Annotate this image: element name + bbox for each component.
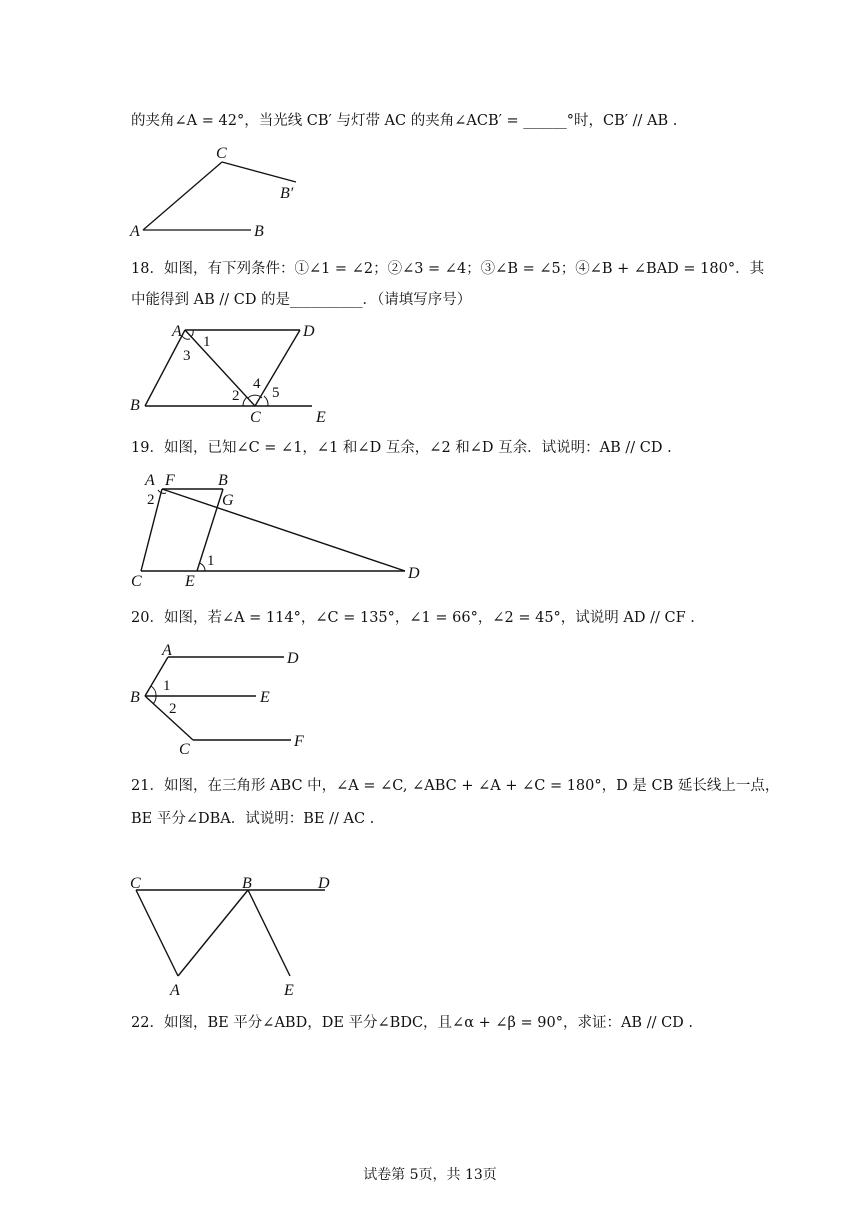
label-C: C <box>130 875 141 892</box>
label-1: 1 <box>207 553 215 569</box>
label-2: 2 <box>169 701 177 717</box>
label-B: B <box>130 397 140 414</box>
label-C: C <box>216 145 227 162</box>
label-D: D <box>408 565 420 582</box>
label-A: A <box>172 323 182 340</box>
label-2: 2 <box>147 492 155 508</box>
label-A: A <box>130 223 140 240</box>
label-E: E <box>284 982 294 999</box>
label-C: C <box>179 741 190 758</box>
label-G: G <box>222 492 234 509</box>
page-footer: 试卷第 5页，共 13页 <box>363 1167 497 1183</box>
label-E: E <box>185 573 195 590</box>
q18-text-line2: 中能得到 AB // CD 的是__________．（请填写序号） <box>131 292 472 308</box>
q19-text: 19．如图，已知∠C = ∠1，∠1 和∠D 互余，∠2 和∠D 互余．试说明：AB // CD . <box>131 440 672 456</box>
q22-text: 22．如图，BE 平分∠ABD，DE 平分∠BDC，且∠α + ∠β = 90°，求证：AB // CD . <box>131 1015 694 1031</box>
label-C: C <box>250 409 261 426</box>
q20-text: 20．如图，若∠A = 114°，∠C = 135°，∠1 = 66°，∠2 = 45°，试说明 AD // CF . <box>131 610 695 626</box>
q18-text-line1: 18．如图，有下列条件：①∠1 = ∠2；②∠3 = ∠4；③∠B = ∠5；④∠B + ∠BAD = 180°．其 <box>131 261 765 277</box>
label-A: A <box>162 642 172 659</box>
label-B: B <box>254 223 264 240</box>
label-D: D <box>287 650 299 667</box>
label-D: D <box>303 323 315 340</box>
label-5: 5 <box>272 385 280 401</box>
q17-text: 的夹角∠A = 42°，当光线 CB′ 与灯带 AC 的夹角∠ACB′ = ______°时，CB′ // AB . <box>131 113 678 129</box>
label-F: F <box>294 733 304 750</box>
label-3: 3 <box>183 348 191 364</box>
label-B: B <box>242 875 252 892</box>
label-2: 2 <box>232 388 240 404</box>
label-1: 1 <box>203 334 211 350</box>
label-B: B <box>130 689 140 706</box>
label-D: D <box>318 875 330 892</box>
label-A: A <box>170 982 180 999</box>
q21-text-line2: BE 平分∠DBA．试说明：BE // AC . <box>131 811 375 827</box>
label-B-prime: B′ <box>280 185 294 202</box>
label-E: E <box>260 689 270 706</box>
label-4: 4 <box>253 376 261 392</box>
label-A: A <box>145 472 155 489</box>
label-F: F <box>165 472 175 489</box>
q21-text-line1: 21．如图，在三角形 ABC 中，∠A = ∠C, ∠ABC + ∠A + ∠C = 180°，D 是 CB 延长线上一点， <box>131 778 780 794</box>
label-E: E <box>316 409 326 426</box>
label-C: C <box>131 573 142 590</box>
label-B: B <box>218 472 228 489</box>
label-1: 1 <box>163 678 171 694</box>
